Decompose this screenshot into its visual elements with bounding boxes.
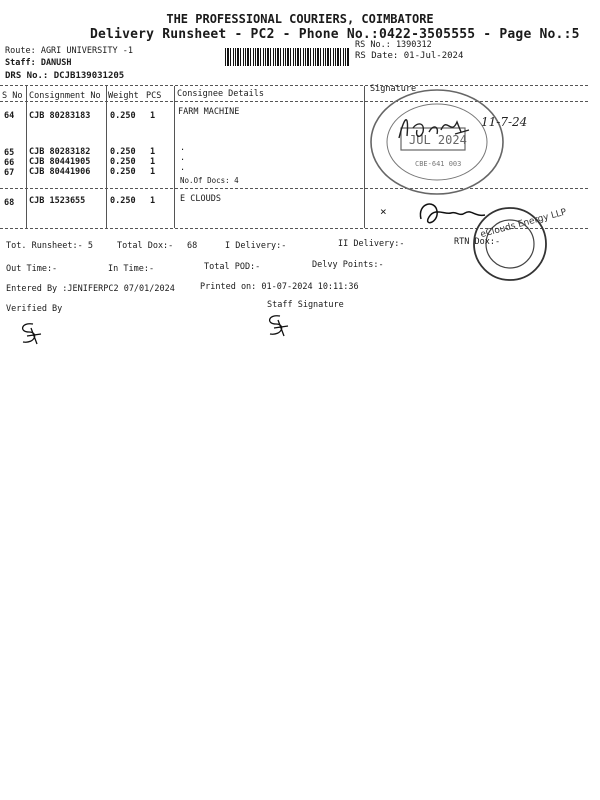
rs-number: RS No.: 1390312 bbox=[355, 40, 432, 50]
row-sno: 68 bbox=[4, 198, 15, 208]
row-pcs: 1 bbox=[150, 196, 156, 206]
drs-number: DRS No.: DCJB139031205 bbox=[5, 71, 125, 81]
col-header-pcs: PCS bbox=[146, 91, 162, 101]
col-header-consignee: Consignee Details bbox=[177, 89, 264, 99]
i-delivery-label: I Delivery:- bbox=[225, 241, 287, 251]
handwritten-date: 11-7-24 bbox=[481, 115, 528, 129]
cross-mark: × bbox=[380, 205, 387, 218]
barcode bbox=[225, 48, 350, 66]
ii-delivery-label: II Delivery:- bbox=[338, 239, 405, 249]
row-consignee: FARM MACHINE bbox=[178, 107, 240, 117]
row-consignment: CJB 80283182 bbox=[29, 147, 91, 157]
runsheet-subtitle: Delivery Runsheet - PC2 - Phone No.:0422-3505555 - Page No.:5 bbox=[90, 27, 580, 42]
row-weight: 0.250 bbox=[110, 196, 136, 206]
row-consignment: CJB 1523655 bbox=[29, 196, 86, 206]
col-header-weight: Weight bbox=[108, 91, 139, 101]
col-header-signature: Signature bbox=[370, 84, 417, 94]
row-consignee: . bbox=[180, 153, 186, 163]
route-label: Route: AGRI UNIVERSITY -1 bbox=[5, 46, 133, 56]
row-weight: 0.250 bbox=[110, 167, 136, 177]
row-sno: 65 bbox=[4, 148, 15, 158]
col-divider bbox=[106, 86, 107, 228]
rtn-dox-label: RTN Dox:- bbox=[454, 237, 501, 247]
company-stamp-text: eClouds Energy LLP bbox=[479, 207, 568, 241]
rs-date: RS Date: 01-Jul-2024 bbox=[355, 51, 464, 61]
col-header-sno: S No bbox=[2, 91, 23, 101]
row-pcs: 1 bbox=[150, 147, 156, 157]
col-divider bbox=[26, 86, 27, 228]
row-weight: 0.250 bbox=[110, 147, 136, 157]
total-dox-label: Total Dox:- bbox=[117, 241, 174, 251]
company-title: THE PROFESSIONAL COURIERS, COIMBATORE bbox=[166, 12, 434, 26]
row-weight: 0.250 bbox=[110, 111, 136, 121]
docs-count-note: No.Of Docs: 4 bbox=[180, 176, 239, 185]
col-divider bbox=[174, 86, 175, 228]
col-header-consignment: Consignment No bbox=[29, 91, 101, 101]
entered-by: Entered By :JENIFERPC2 07/01/2024 bbox=[6, 284, 175, 294]
row-pcs: 1 bbox=[150, 111, 156, 121]
row-sno: 64 bbox=[4, 111, 15, 121]
row-consignment: CJB 80441905 bbox=[29, 157, 91, 167]
delivery-points-label: Delvy Points:- bbox=[312, 260, 384, 270]
stamp-code: CBE-641 003 bbox=[415, 160, 462, 168]
total-dox-value: 68 bbox=[187, 241, 198, 251]
row-weight: 0.250 bbox=[110, 157, 136, 167]
row-consignee: E CLOUDS bbox=[180, 194, 221, 204]
in-time-label: In Time:- bbox=[108, 264, 155, 274]
handwritten-receipt-signature bbox=[395, 108, 535, 148]
printed-on: Printed on: 01-07-2024 10:11:36 bbox=[200, 282, 359, 292]
verified-by-label: Verified By bbox=[6, 304, 63, 314]
staff-signature bbox=[262, 312, 292, 340]
verifier-signature bbox=[15, 320, 45, 348]
row-consignment: CJB 80441906 bbox=[29, 167, 91, 177]
row-sno: 67 bbox=[4, 168, 15, 178]
row-consignee: . bbox=[180, 163, 186, 173]
staff-signature-label: Staff Signature bbox=[267, 300, 344, 310]
row-pcs: 1 bbox=[150, 157, 156, 167]
row-sno: 66 bbox=[4, 158, 15, 168]
stamp-date: JUL 2024 bbox=[409, 133, 467, 147]
row-consignee: . bbox=[180, 143, 186, 153]
out-time-label: Out Time:- bbox=[6, 264, 58, 274]
total-pod-label: Total POD:- bbox=[204, 262, 261, 272]
staff-label: Staff: DANUSH bbox=[5, 58, 72, 68]
row-consignment: CJB 80283183 bbox=[29, 111, 91, 121]
row-pcs: 1 bbox=[150, 167, 156, 177]
total-runsheet: Tot. Runsheet:- 5 bbox=[6, 241, 93, 251]
